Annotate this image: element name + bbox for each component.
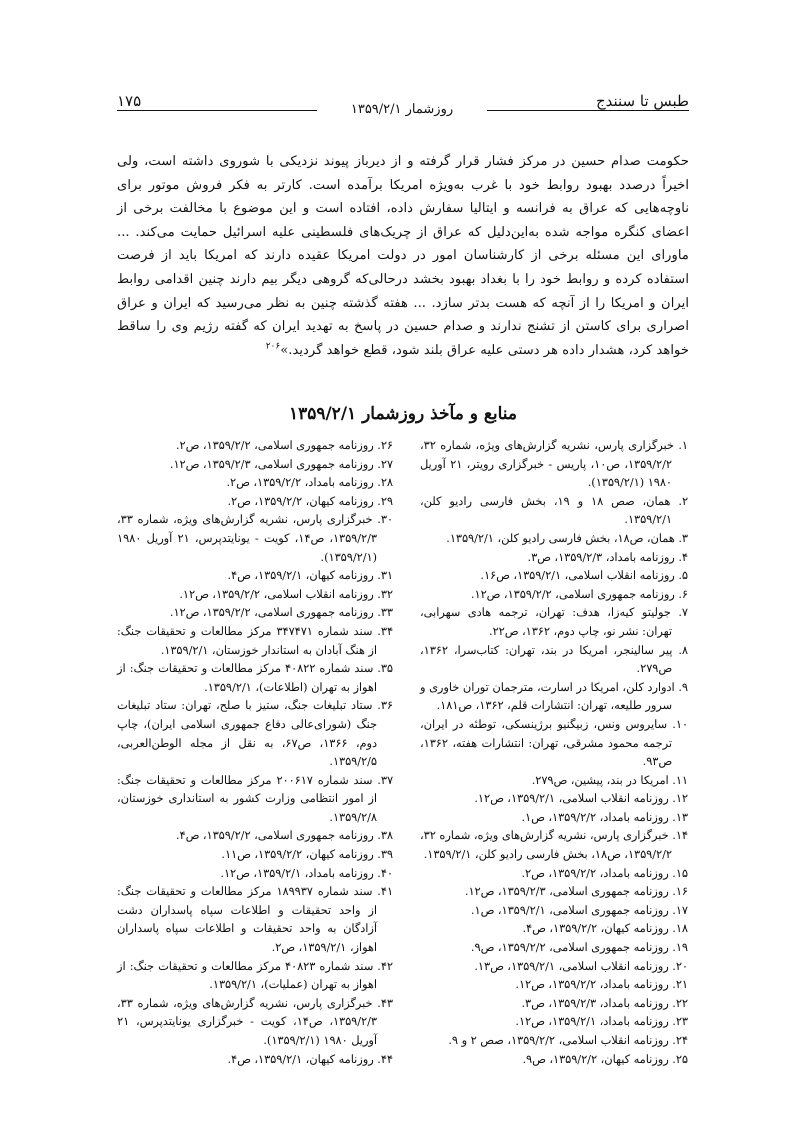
reference-item: ۲۱. روزنامه بامداد، ۱۳۵۹/۲/۲، ص۱۲. <box>515 978 688 992</box>
reference-item: ۳. همان، ص۱۸، بخش فارسی رادیو کلن، ۱۳۵۹/۲/۱. <box>446 531 688 545</box>
reference-item: ۳۱. روزنامه کیهان، ۱۳۵۹/۲/۱، ص۴. <box>227 569 393 583</box>
reference-item: ۲۳. روزنامه بامداد، ۱۳۵۹/۲/۱، ص۱۲. <box>515 1015 688 1029</box>
reference-item: ۳۳. روزنامه جمهوری اسلامی، ۱۳۵۹/۲/۲، ص۱۲. <box>169 606 393 620</box>
reference-item: ۴۴. روزنامه کیهان، ۱۳۵۹/۲/۱، ص۴. <box>227 1052 393 1066</box>
reference-item: ۱۷. روزنامه جمهوری اسلامی، ۱۳۵۹/۲/۱، ص۱. <box>470 903 688 917</box>
reference-item: ۲۵. روزنامه کیهان، ۱۳۵۹/۲/۲، ص۹. <box>522 1052 688 1066</box>
reference-item: ۳۵. سند شماره ۴۰۸۲۲ مرکز مطالعات و تحقیقات جنگ: از اهواز به تهران (اطلاعات)، ۱۳۵۹/۲/۱. <box>117 662 393 694</box>
reference-item: ۱۳. روزنامه بامداد، ۱۳۵۹/۲/۲، ص۱. <box>521 810 688 824</box>
reference-item: ۸. پیر سالینجر، امریکا در بند، تهران: کتاب‌سرا، ۱۳۶۲، ص۲۷۹. <box>420 643 688 676</box>
reference-item: ۱۰. سایروس ونس، زبیگنیو برژینسکی، توطئه در ایران، ترجمه محمود مشرقی، تهران: انتشارات هفته، ۱۳۶۲، ص۹۳. <box>420 717 688 769</box>
reference-item: ۳۹. روزنامه کیهان، ۱۳۵۹/۲/۲، ص۱۱. <box>221 848 393 862</box>
reference-item: ۴۳. خبرگزاری پارس، نشریه گزارش‌های ویژه، شماره ۳۳، ۱۳۵۹/۲/۳، ص۱۴، کویت - خبرگزاری یونایتدپرس، ۲۱ آوریل ۱۹۸۰ (۱۳۵۹/۲/۱). <box>117 996 393 1047</box>
body-paragraph-text: حکومت صدام حسین در مرکز فشار قرار گرفته و از دیرباز پیوند نزدیکی با شوروی داشته است، ولی اخیراً درصدد بهبود روابط خود با غرب به‌ویژه امریکا برآمده است. کارتر به فکر فروش موتور برای ناوچه‌هایی که عراق به فرانسه و ایتالیا سفارش داده، افتاده است و این موضوع با مخالفت برخی از اعضای کنگره مواجه شده به‌این‌دلیل که عراق از چریک‌های فلسطینی علیه اسرائیل حمایت می‌کند. ... ماورای این مسئله برخی از کارشناسان امور در دولت امریکا عقیده دارند که امریکا باید از فرصت استفاده کرده و روابط خود را با بغداد بهبود بخشد درحالی‌که گروهی دیگر بیم دارند چنین اقدامی روابط ایران و امریکا را از آنچه که هست بدتر سازد. ... هفته گذشته چنین به نظر می‌رسید که ایران و عراق اصراری برای کاستن از تشنج ندارند و صدام حسین در پاسخ به تهدید ایران که گفته رژیم وی را ساقط خواهد کرد، هشدار داده هر دستی علیه عراق بلند شود، قطع خواهد گردید.» <box>117 154 689 358</box>
reference-item: ۶. روزنامه جمهوری اسلامی، ۱۳۵۹/۲/۲، ص۱۲. <box>470 587 688 601</box>
reference-item: ۱۸. روزنامه کیهان، ۱۳۵۹/۲/۲، ص۴. <box>522 922 688 936</box>
sources-title: منابع و مآخذ روزشمار ۱۳۵۹/۲/۱ <box>288 404 518 424</box>
running-title: طبس تا سنندج <box>595 92 689 110</box>
reference-item: ۱۵. روزنامه بامداد، ۱۳۵۹/۲/۲، ص۲. <box>521 866 688 880</box>
reference-item: ۲۰. روزنامه انقلاب اسلامی، ۱۳۵۹/۲/۱، ص۱۳. <box>474 959 688 973</box>
reference-item: ۷. جولیتو کیه‌زا، هدف: تهران، ترجمه هادی سهرابی، تهران: نشر نو، چاپ دوم، ۱۳۶۲، ص۲۲. <box>420 606 688 638</box>
reference-item: ۵. روزنامه انقلاب اسلامی، ۱۳۵۹/۲/۱، ص۱۶. <box>480 569 688 583</box>
reference-item: ۴. روزنامه بامداد، ۱۳۵۹/۲/۳، ص۳. <box>527 550 688 564</box>
references-left-column <box>117 437 393 1069</box>
reference-item: ۳۸. روزنامه جمهوری اسلامی، ۱۳۵۹/۲/۲، ص۴. <box>175 829 393 843</box>
chapter-date-title: روزشمار ۱۳۵۹/۲/۱ <box>317 102 487 117</box>
reference-item: ۳۴. سند شماره ۳۴۷۴۷۱ مرکز مطالعات و تحقیقات جنگ: از هنگ آبادان به استاندار خوزستان، ۱۳۵۹/۲/۱. <box>117 624 394 657</box>
reference-item: ۴۲. سند شماره ۴۰۸۲۳ مرکز مطالعات و تحقیقات جنگ: از اهواز به تهران (عملیات)، ۱۳۵۹/۲/۱. <box>117 959 393 992</box>
reference-item: ۲۹. روزنامه کیهان، ۱۳۵۹/۲/۲، ص۲. <box>227 494 393 508</box>
page-header <box>117 92 689 116</box>
reference-item: ۲۸. روزنامه بامداد، ۱۳۵۹/۲/۲، ص۲. <box>226 476 393 490</box>
reference-item: ۱۶. روزنامه جمهوری اسلامی، ۱۳۵۹/۲/۳، ص۱۲. <box>464 885 688 899</box>
reference-item: ۳۷. سند شماره ۲۰۰۶۱۷ مرکز مطالعات و تحقیقات جنگ: از امور انتظامی وزارت کشور به استانداری خوزستان، ۱۳۵۹/۲/۸. <box>117 773 394 824</box>
page-number: ۱۷۵ <box>117 92 142 110</box>
references-right-column <box>420 437 688 1069</box>
reference-item: ۹. ادوارد کلن، امریکا در اسارت، مترجمان توران خاوری و سرور طلیعه، تهران: انتشارات قلم، ۱۳۶۲، ص۱۸۱. <box>420 680 688 713</box>
reference-item: ۲۶. روزنامه جمهوری اسلامی، ۱۳۵۹/۲/۲، ص۲. <box>175 439 393 452</box>
reference-item: ۱۹. روزنامه جمهوری اسلامی، ۱۳۵۹/۲/۲، ص۹. <box>470 941 688 955</box>
reference-item: ۱۱. امریکا در بند، پیشین، ص۲۷۹. <box>531 773 688 787</box>
reference-item: ۲۴. روزنامه انقلاب اسلامی، ۱۳۵۹/۲/۲، صص ۲ و ۹. <box>448 1034 688 1047</box>
body-paragraph <box>117 150 689 362</box>
reference-item: ۲. همان، صص ۱۸ و ۱۹، بخش فارسی رادیو کلن، ۱۳۵۹/۲/۱. <box>420 494 689 527</box>
reference-item: ۱۴. خبرگزاری پارس، نشریه گزارش‌های ویژه، شماره ۳۲، ۱۳۵۹/۲/۲، ص۱۸، بخش فارسی رادیو کلن، ۱۳۵۹/۲/۱. <box>420 829 688 862</box>
footnote-marker: ۲۰۶ <box>265 341 281 352</box>
reference-item: ۱۲. روزنامه انقلاب اسلامی، ۱۳۵۹/۲/۱، ص۱۲. <box>474 792 688 806</box>
reference-item: ۳۲. روزنامه انقلاب اسلامی، ۱۳۵۹/۲/۲، ص۱۲. <box>179 587 393 601</box>
reference-item: ۳۰. خبرگزاری پارس، نشریه گزارش‌های ویژه، شماره ۳۳، ۱۳۵۹/۲/۳، ص۱۴، کویت - یونایتدپرس، ۲۱ آوریل ۱۹۸۰ (۱۳۵۹/۲/۱). <box>117 513 393 564</box>
reference-item: ۱. خبرگزاری پارس، نشریه گزارش‌های ویژه، شماره ۳۲، ۱۳۵۹/۲/۲، ص۱۰، پاریس - خبرگزاری رویتر، ۲۱ آوریل ۱۹۸۰ (۱۳۵۹/۲/۱). <box>420 439 688 490</box>
reference-item: ۳۶. ستاد تبلیغات جنگ، ستیز با صلح، تهران: ستاد تبلیغات جنگ (شورای‌عالی دفاع جمهوری اسلامی ایران)، چاپ دوم، ۱۳۶۶، ص۶۷، به نقل از مجله الوطن‌العربی، ۱۳۵۹/۲/۵. <box>117 699 393 769</box>
reference-item: ۴۰. روزنامه بامداد، ۱۳۵۹/۲/۱، ص۱۲. <box>220 866 393 880</box>
reference-item: ۲۲. روزنامه بامداد، ۱۳۵۹/۲/۳، ص۳. <box>521 996 688 1010</box>
reference-item: ۴۱. سند شماره ۱۸۹۹۳۷ مرکز مطالعات و تحقیقات جنگ: از واحد تحقیقات و اطلاعات سپاه پاسداران دشت آزادگان به واحد تحقیقات و اطلاعات سپاه پاسداران اهواز، ۱۳۵۹/۲/۱، ص۲. <box>117 885 394 955</box>
reference-item: ۲۷. روزنامه جمهوری اسلامی، ۱۳۵۹/۲/۳، ص۱۲. <box>169 457 393 471</box>
